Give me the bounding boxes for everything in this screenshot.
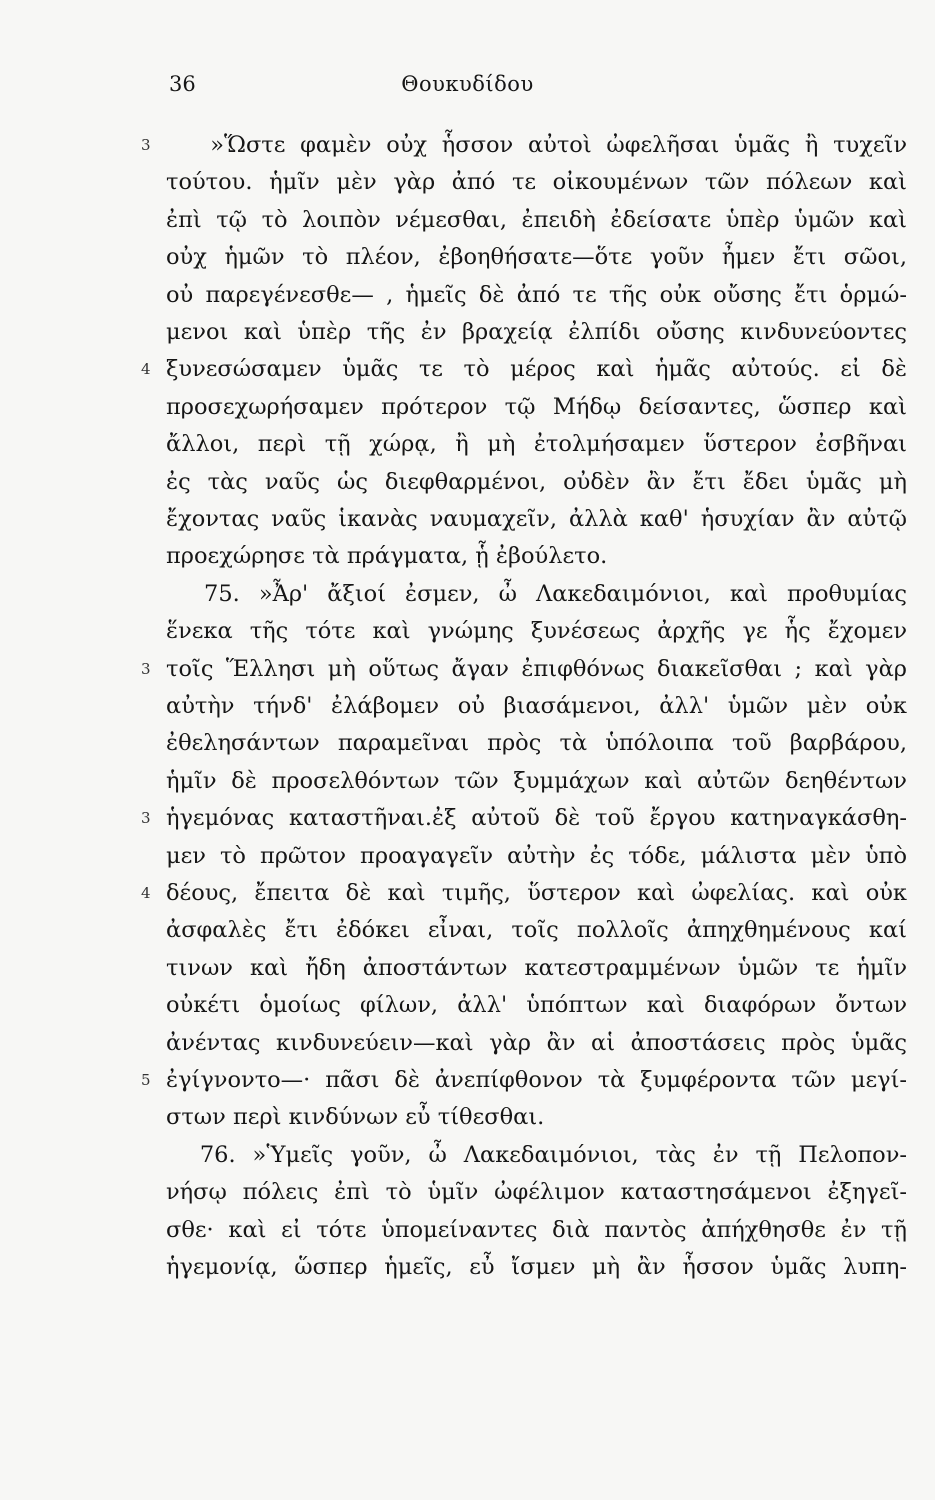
- text-line: ἕνεκα τῆς τότε καὶ γνώμης ξυνέσεως ἀρχῆς γε ἧς ἔχομεν: [166, 618, 907, 645]
- text-line: τοῖς Ἕλλησι μὴ οὕτως ἄγαν ἐπιφθόνως διακεῖσθαι ; καὶ γὰρ: [166, 655, 907, 682]
- text-line: ἡγεμόνας καταστῆναι.ἐξ αὐτοῦ δὲ τοῦ ἔργου κατηναγκάσθη-: [166, 805, 907, 832]
- text-line: οὐκέτι ὁμοίως φίλων, ἀλλ' ὑπόπτων καὶ διαφόρων ὄντων: [166, 992, 907, 1019]
- text-line: ξυνεσώσαμεν ὑμᾶς τε τὸ μέρος καὶ ἡμᾶς αὐτούς. εἰ δὲ: [166, 356, 907, 383]
- margin-number: 3: [141, 809, 151, 828]
- text-line: σθε· καὶ εἰ τότε ὑπομείναντες διὰ παντὸς ἀπήχθησθε ἐν τῇ: [166, 1216, 907, 1243]
- text-line: ἡγεμονίᾳ, ὥσπερ ἡμεῖς, εὖ ἴσμεν μὴ ἂν ἧσσον ὑμᾶς λυπη-: [166, 1254, 907, 1280]
- text-line: 75. »Ἆρ' ἄξιοί ἐσμεν, ὦ Λακεδαιμόνιοι, καὶ προθυμίας: [166, 580, 907, 607]
- text-line: 76. »Ὑμεῖς γοῦν, ὦ Λακεδαιμόνιοι, τὰς ἐν τῇ Πελοπον-: [166, 1141, 907, 1168]
- text-line: προεχώρησε τὰ πράγματα, ᾗ ἐβούλετο.: [166, 543, 608, 570]
- text-line: »Ὥστε φαμὲν οὐχ ἧσσον αὐτοὶ ὠφελῆσαι ὑμᾶς ἢ τυχεῖν: [166, 132, 907, 158]
- text-line: οὐχ ἡμῶν τὸ πλέον, ἐβοηθήσατε—ὅτε γοῦν ἦμεν ἔτι σῶοι,: [166, 244, 907, 271]
- margin-number: 3: [141, 659, 151, 678]
- margin-number: 4: [141, 360, 151, 379]
- text-line: ἀνέντας κινδυνεύειν—καὶ γὰρ ἂν αἱ ἀποστάσεις πρὸς ὑμᾶς: [166, 1029, 907, 1056]
- text-line: ἡμῖν δὲ προσελθόντων τῶν ξυμμάχων καὶ αὐτῶν δεηθέντων: [166, 767, 907, 794]
- page-header: [0, 72, 935, 104]
- text-line: αὐτὴν τήνδ' ἐλάβομεν οὐ βιασάμενοι, ἀλλ' ὑμῶν μὲν οὐκ: [166, 693, 907, 719]
- text-line: νήσῳ πόλεις ἐπὶ τὸ ὑμῖν ὠφέλιμον καταστησάμενοι ἐξηγεῖ-: [166, 1179, 907, 1206]
- text-line: τούτου. ἡμῖν μὲν γὰρ ἀπό τε οἰκουμένων τῶν πόλεων καὶ: [166, 169, 907, 196]
- text-line: μενοι καὶ ὑπὲρ τῆς ἐν βραχείᾳ ἐλπίδι οὔσης κινδυνεύοντες: [166, 319, 907, 345]
- text-line: προσεχωρήσαμεν πρότερον τῷ Μήδῳ δείσαντες, ὥσπερ καὶ: [166, 393, 907, 420]
- text-line: δέους, ἔπειτα δὲ καὶ τιμῆς, ὕστερον καὶ ὠφελίας. καὶ οὐκ: [166, 880, 907, 906]
- text-line: ἐθελησάντων παραμεῖναι πρὸς τὰ ὑπόλοιπα τοῦ βαρβάρου,: [166, 730, 907, 757]
- text-line: ἔχοντας ναῦς ἱκανὰς ναυμαχεῖν, ἀλλὰ καθ' ἡσυχίαν ἂν αὐτῷ: [166, 506, 907, 532]
- text-line: ἐγίγνοντο—· πᾶσι δὲ ἀνεπίφθονον τὰ ξυμφέροντα τῶν μεγί-: [166, 1067, 907, 1093]
- running-title: Θουκυδίδου: [401, 72, 534, 96]
- text-line: ἐπὶ τῷ τὸ λοιπὸν νέμεσθαι, ἐπειδὴ ἐδείσατε ὑπὲρ ὑμῶν καὶ: [166, 206, 907, 233]
- margin-number: 4: [141, 884, 151, 902]
- text-line: ἐς τὰς ναῦς ὡς διεφθαρμένοι, οὐδὲν ἂν ἔτι ἔδει ὑμᾶς μὴ: [166, 468, 907, 495]
- text-line: μεν τὸ πρῶτον προαγαγεῖν αὐτὴν ἐς τόδε, μάλιστα μὲν ὑπὸ: [166, 842, 907, 869]
- margin-number: 5: [141, 1071, 151, 1089]
- text-line: ἀσφαλὲς ἔτι ἐδόκει εἶναι, τοῖς πολλοῖς ἀπηχθημένους καί: [166, 917, 907, 944]
- margin-number: 3: [141, 136, 151, 154]
- page-number: 36: [169, 72, 196, 96]
- text-line: οὐ παρεγένεσθε— , ἡμεῖς δὲ ἀπό τε τῆς οὐκ οὔσης ἔτι ὁρμώ-: [166, 281, 907, 308]
- text-line: τινων καὶ ἤδη ἀποστάντων κατεστραμμένων ὑμῶν τε ἡμῖν: [166, 954, 907, 981]
- text-line: ἄλλοι, περὶ τῇ χώρᾳ, ἢ μὴ ἐτολμήσαμεν ὕστερον ἐσβῆναι: [166, 431, 907, 458]
- text-line: στων περὶ κινδύνων εὖ τίθεσθαι.: [166, 1104, 545, 1131]
